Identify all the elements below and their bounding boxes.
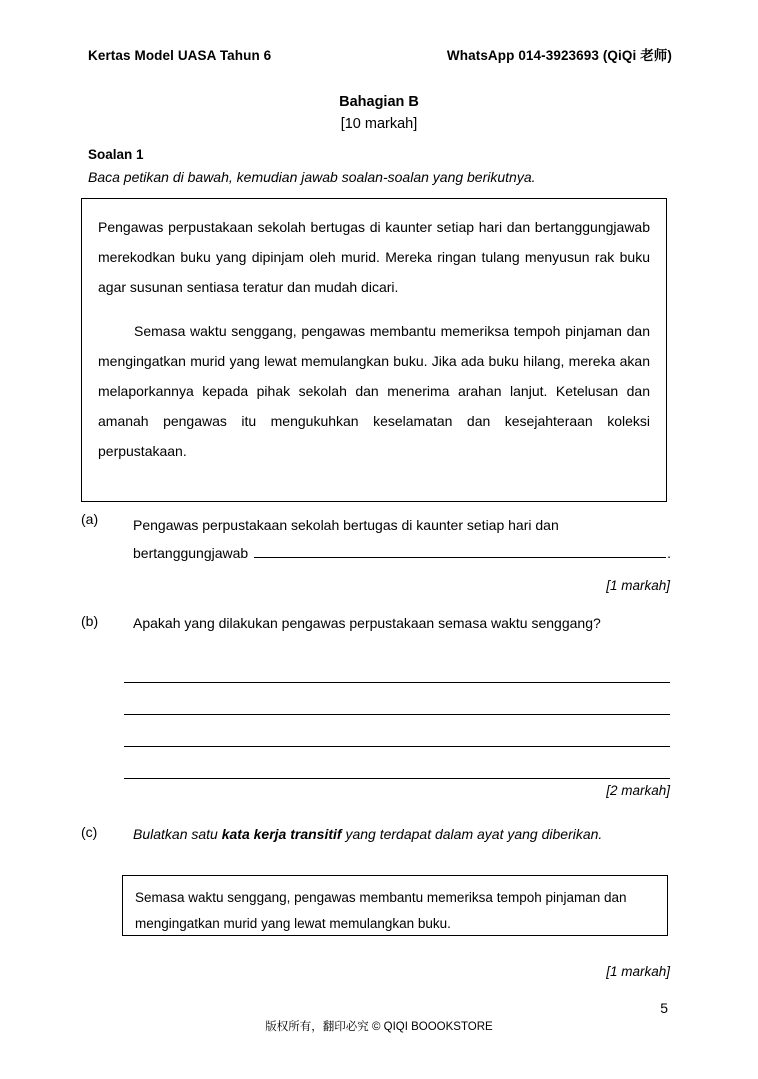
page-number: 5 [660, 1000, 668, 1016]
section-total-marks: [10 markah] [340, 116, 418, 132]
question-a-blank-prefix: bertanggungjawab [133, 544, 249, 561]
question-b-answer-lines[interactable] [124, 651, 670, 779]
header-left-text: Kertas Model UASA Tahun 6 [88, 48, 272, 63]
question-a-marker: (a) [81, 511, 99, 527]
passage-box [81, 198, 667, 502]
question-a-body [133, 511, 671, 561]
question-a-marks: [1 markah] [606, 578, 670, 593]
question-c-sentence-box[interactable] [122, 875, 668, 936]
question-c-marker: (c) [81, 824, 98, 840]
question-instruction: Baca petikan di bawah, kemudian jawab soalan-soalan yang berikutnya. [88, 169, 536, 185]
question-a [81, 511, 671, 561]
question-b [81, 613, 671, 634]
header-right-contact: WhatsApp 014-3923693 (QiQi 老师) [446, 48, 672, 63]
answer-line[interactable] [124, 683, 670, 715]
question-c [81, 824, 671, 845]
question-b-marker: (b) [81, 613, 99, 629]
question-b-text: Apakah yang dilakukan pengawas perpustakaan semasa waktu senggang? [133, 615, 601, 631]
question-a-text: Pengawas perpustakaan sekolah bertugas di kaunter setiap hari dan [133, 517, 559, 533]
question-c-bold-phrase: kata kerja transitif [221, 826, 342, 842]
question-number-label: Soalan 1 [88, 147, 144, 162]
question-c-sentence: Semasa waktu senggang, pengawas membantu memeriksa tempoh pinjaman dan mengingatkan murid yang lewat memulangkan buku. [135, 890, 627, 932]
question-c-text [133, 824, 671, 845]
question-b-body [133, 613, 671, 634]
section-title: Bahagian B [339, 94, 419, 110]
question-a-answer-row [133, 543, 671, 561]
passage-paragraph-1: Pengawas perpustakaan sekolah bertugas di kaunter setiap hari dan bertanggungjawab merekodkan buku yang dipinjam oleh murid. Mereka ringan tulang menyusun rak buku agar susunan sentiasa teratur dan mudah dicari. [98, 219, 650, 295]
question-b-marks: [2 markah] [606, 783, 670, 798]
passage-paragraph-2: Semasa waktu senggang, pengawas membantu memeriksa tempoh pinjaman dan mengingatkan murid yang lewat memulangkan buku. Jika ada buku hilang, mereka akan melaporkannya kepada pihak sekolah dan menerima arahan lanjut. Ketelusan dan amanah pengawas itu mengukuhkan keselamatan dan kesejahteraan koleksi perpustakaan. [98, 323, 650, 459]
answer-line[interactable] [124, 651, 670, 683]
question-c-text-after: yang terdapat dalam ayat yang diberikan. [341, 826, 603, 842]
answer-line[interactable] [124, 715, 670, 747]
question-a-blank-suffix: . [667, 544, 671, 561]
question-c-text-before: Bulatkan satu [133, 826, 222, 842]
question-c-marks: [1 markah] [606, 964, 670, 979]
question-c-body [133, 824, 671, 845]
footer-copyright: 版权所有，翻印必究 © QIQI BOOOKSTORE [265, 1021, 493, 1033]
question-a-fill-blank[interactable] [254, 543, 666, 558]
page-header [88, 44, 672, 64]
answer-line[interactable] [124, 747, 670, 779]
